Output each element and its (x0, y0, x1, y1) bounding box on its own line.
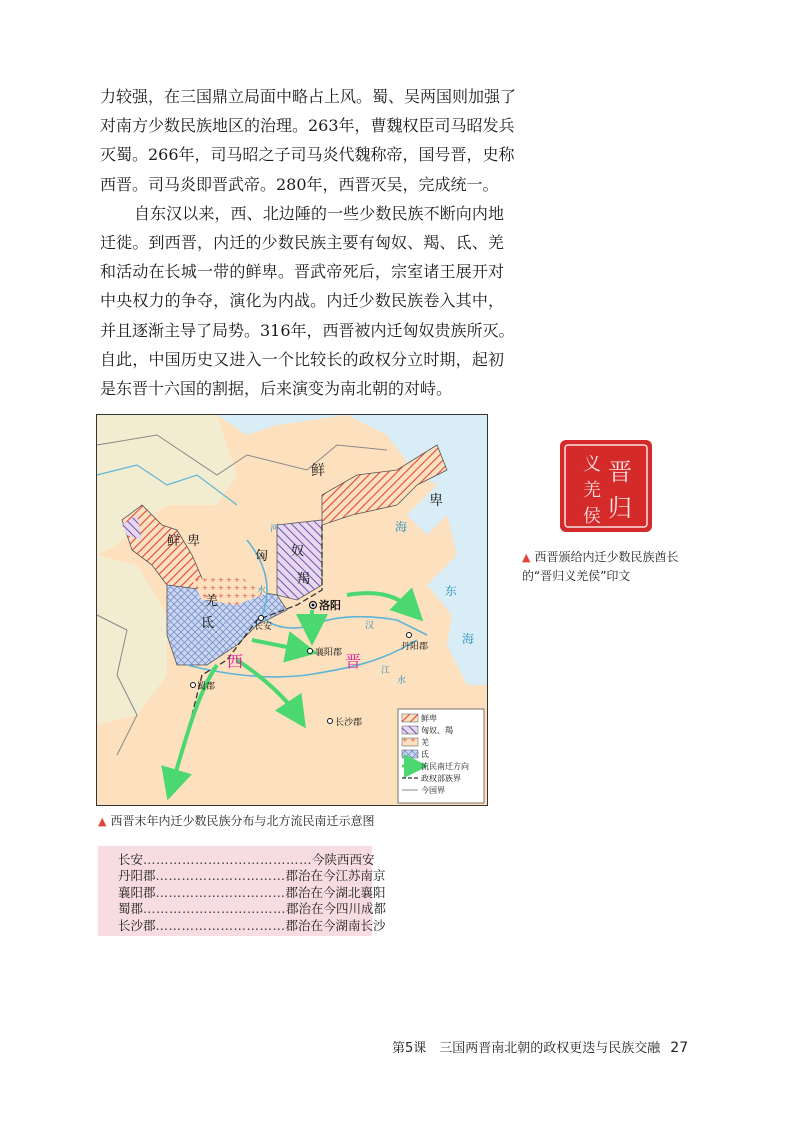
label-river: 汉 (365, 621, 375, 631)
label-sea: 海 (395, 520, 408, 534)
body-line: 并且逐渐主导了局势。316年，西晋被内迁匈奴贵族所灭。 (100, 320, 515, 340)
historical-map (96, 414, 488, 806)
glossary-definition: 今陕西西安 (312, 852, 375, 867)
glossary-row (118, 917, 386, 934)
body-text (100, 82, 517, 403)
glossary-row (118, 868, 386, 884)
city-luoyang-label: 洛阳 (319, 599, 341, 612)
seal-char: 义 (583, 454, 601, 475)
label-xiongnu: 奴 (291, 544, 305, 559)
seal-caption-line1: 西晋颁给内迁少数民族酋长 (534, 550, 679, 564)
seal-char: 侯 (583, 506, 601, 527)
body-line: 西晋。司马炎即晋武帝。280年，西晋灭吴，完成统一。 (100, 174, 499, 194)
label-xi: 西 (227, 652, 244, 671)
seal-char: 羌 (583, 480, 601, 501)
label-xianbei: 鲜 (311, 463, 325, 479)
glossary-dots: …………………………… (143, 901, 287, 917)
seal-caption (522, 548, 678, 585)
map-caption-text: 西晋末年内迁少数民族分布与北方流民南迁示意图 (110, 814, 375, 828)
body-line: 是东晋十六国的割据，后来演变为南北朝的对峙。 (100, 378, 453, 398)
seal-stamp-image (558, 438, 654, 534)
glossary-term: 襄阳郡 (118, 884, 156, 900)
glossary-definition: 郡治在今四川成都 (286, 901, 387, 917)
page-footer (392, 1037, 688, 1056)
footer-lesson-title: 第5课 三国两晋南北朝的政权更迭与民族交融 (392, 1041, 661, 1056)
city-xiangyang-label: 襄阳郡 (315, 648, 343, 658)
glossary-term: 蜀郡 (118, 901, 144, 917)
label-river: 河 (270, 524, 280, 534)
glossary-dots: ………………………… (155, 868, 286, 884)
glossary-row (118, 901, 387, 917)
body-line: 迁徙。到西晋，内迁的少数民族主要有匈奴、羯、氐、羌 (100, 232, 504, 252)
label-river: 江 (381, 666, 391, 676)
body-line: 力较强，在三国鼎立局面中略占上风。蜀、吴两国则加强了 (100, 87, 517, 106)
seal-caption-line2: 的“晋归义羌侯”印文 (522, 569, 631, 583)
glossary-dots: ………………………………… (143, 852, 313, 867)
glossary-term: 长沙郡 (118, 917, 156, 933)
body-line: 自东汉以来，西、北边陲的一些少数民族不断向内地 (134, 203, 504, 223)
label-river: 水 (257, 586, 267, 596)
city-changan-label: 长安 (254, 622, 273, 632)
glossary-box (98, 846, 387, 936)
label-qiang: 羌 (205, 594, 219, 609)
body-line: 灭蜀。266年，司马昭之子司马炎代魏称帝，国号晋，史称 (100, 145, 515, 165)
body-line: 和活动在长城一带的鲜卑。晋武帝死后，宗室诸王展开对 (100, 262, 504, 282)
map-legend (398, 709, 484, 803)
city-shu-label: 蜀郡 (197, 682, 216, 692)
label-di: 氐 (201, 616, 215, 631)
legend-migration: 流民南迁方向 (421, 762, 469, 771)
label-xiongnu: 匈 (255, 549, 269, 564)
glossary-row (118, 852, 375, 868)
label-jin: 晋 (345, 652, 362, 671)
glossary-definition: 郡治在今湖北襄阳 (285, 884, 386, 900)
label-sea: 东 (445, 584, 458, 598)
map-caption (98, 812, 374, 829)
caption-triangle-icon: ▲ (522, 551, 531, 564)
seal-char: 晋 (608, 458, 632, 486)
label-jie: 羯 (297, 572, 311, 587)
glossary-row (118, 884, 386, 901)
body-line: 中央权力的争夺，演化为内战。内迁少数民族卷入其中， (100, 291, 504, 311)
label-river: 水 (397, 676, 407, 686)
label-xianbei: 卑 (429, 493, 443, 509)
city-danyang-label: 丹阳郡 (401, 642, 429, 652)
legend-country-border: 今国界 (421, 786, 445, 795)
body-line: 自此，中国历史又进入一个比较长的政权分立时期，起初 (100, 349, 504, 369)
legend-qiang: 羌 (421, 738, 429, 747)
label-sea: 海 (462, 632, 475, 646)
body-line: 对南方少数民族地区的治理。263年，曹魏权臣司马昭发兵 (100, 116, 515, 136)
xiongnu-region (277, 520, 322, 600)
glossary-definition: 郡治在今江苏南京 (285, 868, 386, 884)
legend-xiongnu: 匈奴、羯 (421, 726, 453, 735)
glossary-term: 丹阳郡 (118, 868, 156, 884)
label-xianbei-west: 卑 (187, 534, 201, 549)
glossary-dots: ………………………… (155, 917, 286, 933)
legend-regime-border: 政权部族界 (421, 774, 461, 783)
page-number: 27 (670, 1040, 689, 1056)
label-xianbei-west: 鲜 (167, 534, 181, 549)
legend-di: 氐 (421, 750, 429, 759)
glossary-definition: 郡治在今湖南长沙 (285, 917, 386, 933)
city-changsha-label: 长沙郡 (335, 718, 363, 728)
glossary-term: 长安 (118, 852, 144, 867)
legend-xianbei: 鲜卑 (421, 714, 437, 723)
caption-triangle-icon: ▲ (98, 815, 107, 828)
glossary-dots: ………………………… (155, 884, 286, 900)
seal-char: 归 (608, 494, 632, 522)
